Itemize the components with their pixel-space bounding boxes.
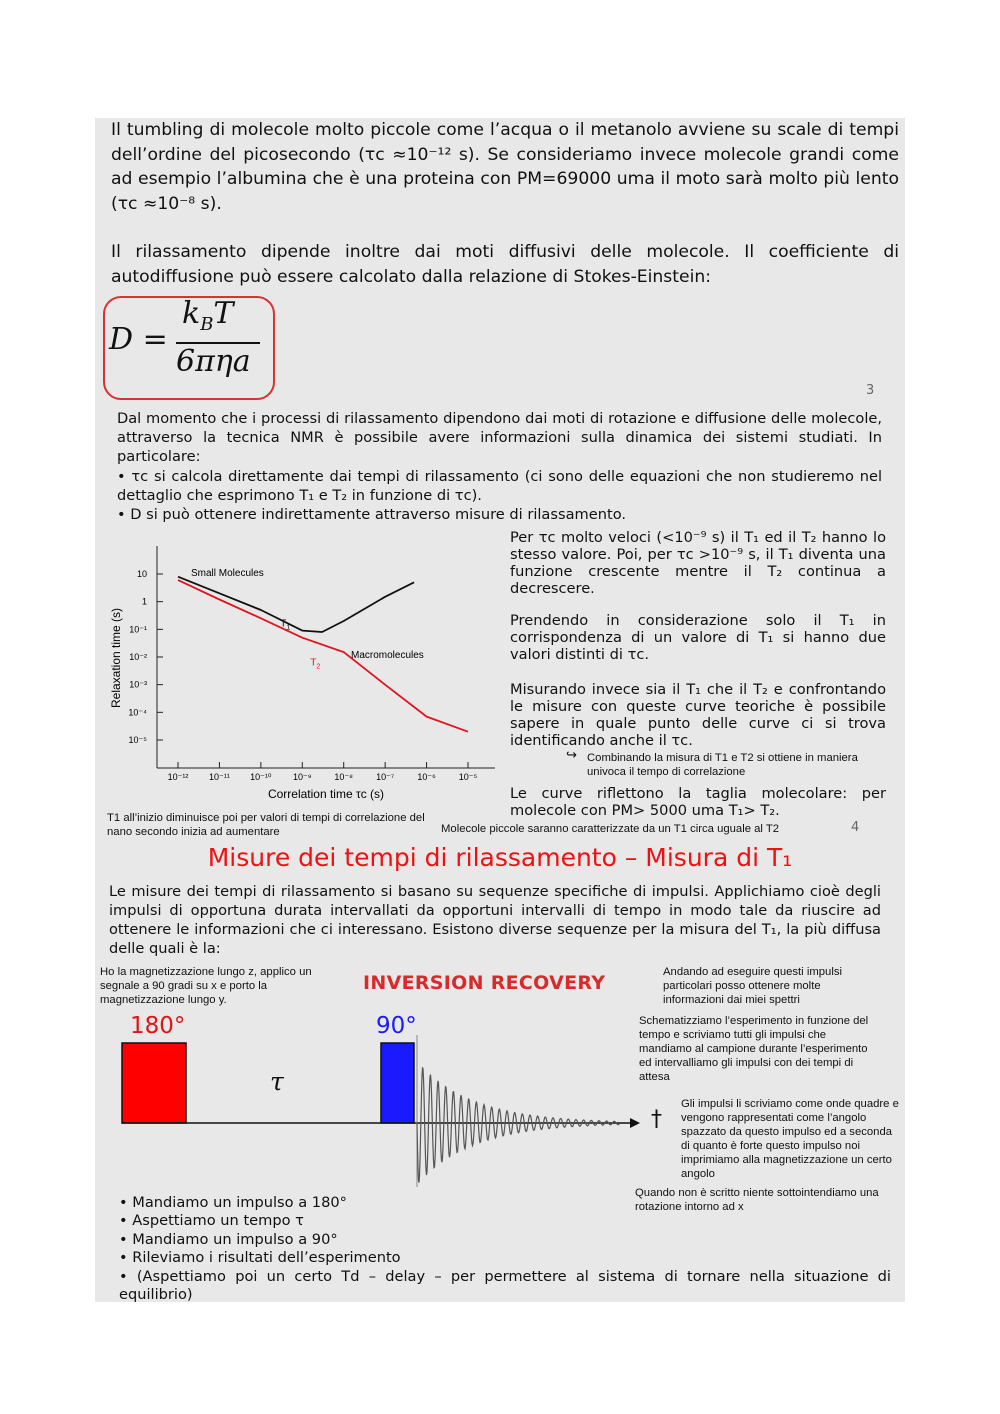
page-number-2: 4: [851, 820, 860, 835]
right-paragraph-4: Le curve riflettono la taglia molecolare: per molecole con PM> 5000 uma T₁> T₂.: [510, 785, 886, 819]
y-tick-label: 10⁻¹: [129, 624, 147, 635]
x-tick-label: 10⁻⁶: [417, 772, 436, 782]
series-line-t2: [178, 580, 468, 732]
list-item: • Rileviamo i risultati dell’esperimento: [119, 1249, 401, 1267]
bullet-tau-c: • τc si calcola direttamente dai tempi di rilassamento (ci sono delle equazioni che non studieremo nel dettaglio che esprimono T₁ e T₂ in funzione di τc).: [117, 468, 882, 504]
chart-caption-left: T1 all’inizio diminuisce poi per valori di tempi di correlazione del nano secondo inizia ad aumentare: [107, 812, 425, 838]
right-paragraph-1: Per τc molto veloci (<10⁻⁹ s) il T₁ ed il T₂ hanno lo stesso valore. Poi, per τc >10⁻⁹ s, il T₁ diventa una funzione crescente mentre il T₂ continua a decrescere.: [510, 529, 886, 597]
note-magnetization: Ho la magnetizzazione lungo z, applico un segnale a 90 gradi su x e porto la magnetizzazione lungo y.: [100, 966, 312, 1006]
series-label-t2: $T_2$: [310, 657, 321, 671]
x-tick-label: 10⁻¹⁰: [250, 772, 272, 782]
annotation-macromolecules: Macromolecules: [351, 650, 424, 661]
x-tick-label: 10⁻⁷: [376, 772, 395, 782]
series-label-t1: $T_1$: [280, 618, 291, 632]
y-tick-label: 10⁻⁴: [128, 707, 147, 718]
sequence-paragraph: Le misure dei tempi di rilassamento si basano su sequenze specifiche di impulsi. Applichiamo cioè degli impulsi di opportuna durata intervallati da opportuni intervalli di tempo in modo tale da riuscire ad ottenere le informazioni che ci interessano. Esistono diverse sequenze per la misura del T₁, la più diffusa delle quali è la:: [109, 883, 881, 957]
series-line-t1: [178, 577, 414, 632]
x-tick-label: 10⁻¹²: [167, 772, 189, 782]
steps-list: [119, 1194, 891, 1304]
x-tick-label: 10⁻¹¹: [209, 772, 230, 782]
time-axis-arrow-icon: [630, 1118, 640, 1128]
list-item: • Aspettiamo un tempo τ: [119, 1212, 304, 1230]
note-x-rotation: Quando non è scritto niente sottointendiamo una rotazione intorno ad x: [635, 1187, 879, 1213]
list-item: • (Aspettiamo poi un certo Td – delay – per permettere al sistema di tornare nella situazione di equilibrio): [119, 1267, 891, 1304]
note-square-waves: Gli impulsi li scriviamo come onde quadre e vengono rappresentati come l’angolo spazzato da questo impulso ed a seconda di quanto è forte questo impulso noi imprimiamo alla magnetizzazione un certo angolo: [681, 1098, 899, 1180]
note-schematic: Schematizziamo l’esperimento in funzione del tempo e scriviamo tutti gli impulsi che mandiamo al campione durante l’esperimento ed intervalliamo gli impulsi con dei tempi di attesa: [639, 1015, 869, 1083]
page-number: 3: [866, 383, 875, 398]
intro-paragraph: Il tumbling di molecole molto piccole come l’acqua o il metanolo avviene su scale di tempi dell’ordine del picosecondo (τc ≈10⁻¹² s). Se consideriamo invece molecole grandi come ad esempio l’albumina che è una proteina con PM=69000 uma il moto sarà molto più lento (τc ≈10⁻⁸ s).: [111, 120, 899, 214]
note-pulses-info: Andando ad eseguire questi impulsi particolari posso ottenere molte informazioni dai miei spettri: [663, 966, 842, 1006]
inversion-recovery-title: INVERSION RECOVERY: [363, 972, 606, 994]
x-tick-label: 10⁻⁵: [458, 772, 478, 782]
diffusion-paragraph: Il rilassamento dipende inoltre dai moti diffusivi delle molecole. Il coefficiente di autodiffusione può essere calcolato dalla relazione di Stokes-Einstein:: [111, 242, 899, 287]
y-tick-label: 10⁻²: [129, 652, 147, 662]
bullet-diffusion: • D si può ottenere indirettamente attraverso misure di rilassamento.: [117, 506, 626, 523]
section-title: Misure dei tempi di rilassamento – Misura di T₁: [207, 843, 793, 872]
pulse-180-label: 180°: [130, 1013, 186, 1039]
y-tick-label: 10⁻⁵: [128, 735, 147, 745]
right-paragraph-2: Prendendo in considerazione solo il T₁ in corrispondenza di un valore di T₁ si hanno due valori distinti di τc.: [510, 612, 886, 663]
fid-signal: [417, 1068, 620, 1183]
pulse-90-label: 90°: [376, 1013, 417, 1039]
x-tick-label: 10⁻⁸: [334, 772, 353, 782]
nmr-paragraph: Dal momento che i processi di rilassamento dipendono dai moti di rotazione e diffusione delle molecole, attraverso la tecnica NMR è possibile avere informazioni sulla dinamica dei sistemi studiati. In particolare:: [117, 410, 882, 465]
y-tick-label: 1: [141, 596, 147, 607]
arrow-icon: ↪: [566, 748, 577, 763]
chart-caption-right: Molecole piccole saranno caratterizzate da un T1 circa uguale al T2: [441, 823, 780, 835]
formula-lhs: D =: [109, 322, 168, 357]
y-axis-label: Relaxation time (s): [109, 607, 123, 709]
pulse-180-block: [122, 1043, 186, 1123]
annotation-small-molecules: Small Molecules: [191, 568, 264, 579]
tau-label: τ: [270, 1067, 284, 1096]
formula-denominator: 6πηa: [176, 344, 251, 379]
x-tick-label: 10⁻⁹: [292, 772, 312, 782]
list-item: • Mandiamo un impulso a 180°: [119, 1194, 347, 1211]
formula-numerator: $k_BT$: [182, 296, 234, 335]
list-item: • Mandiamo un impulso a 90°: [119, 1230, 338, 1248]
pulse-90-block: [381, 1043, 414, 1123]
combination-note: Combinando la misura di T1 e T2 si ottiene in maniera univoca il tempo di correlazione: [587, 752, 858, 778]
y-tick-label: 10⁻³: [129, 679, 147, 690]
y-tick-label: 10: [136, 569, 147, 579]
dagger-icon: †: [651, 1107, 662, 1132]
x-axis-label: Correlation time τc (s): [267, 787, 385, 801]
right-paragraph-3: Misurando invece sia il T₁ che il T₂ e confrontando le misure con queste curve teoriche è possibile sapere in quale punto delle curve ci si trova identificando anche il τc.: [510, 681, 886, 749]
relaxation-chart: [100, 528, 505, 808]
